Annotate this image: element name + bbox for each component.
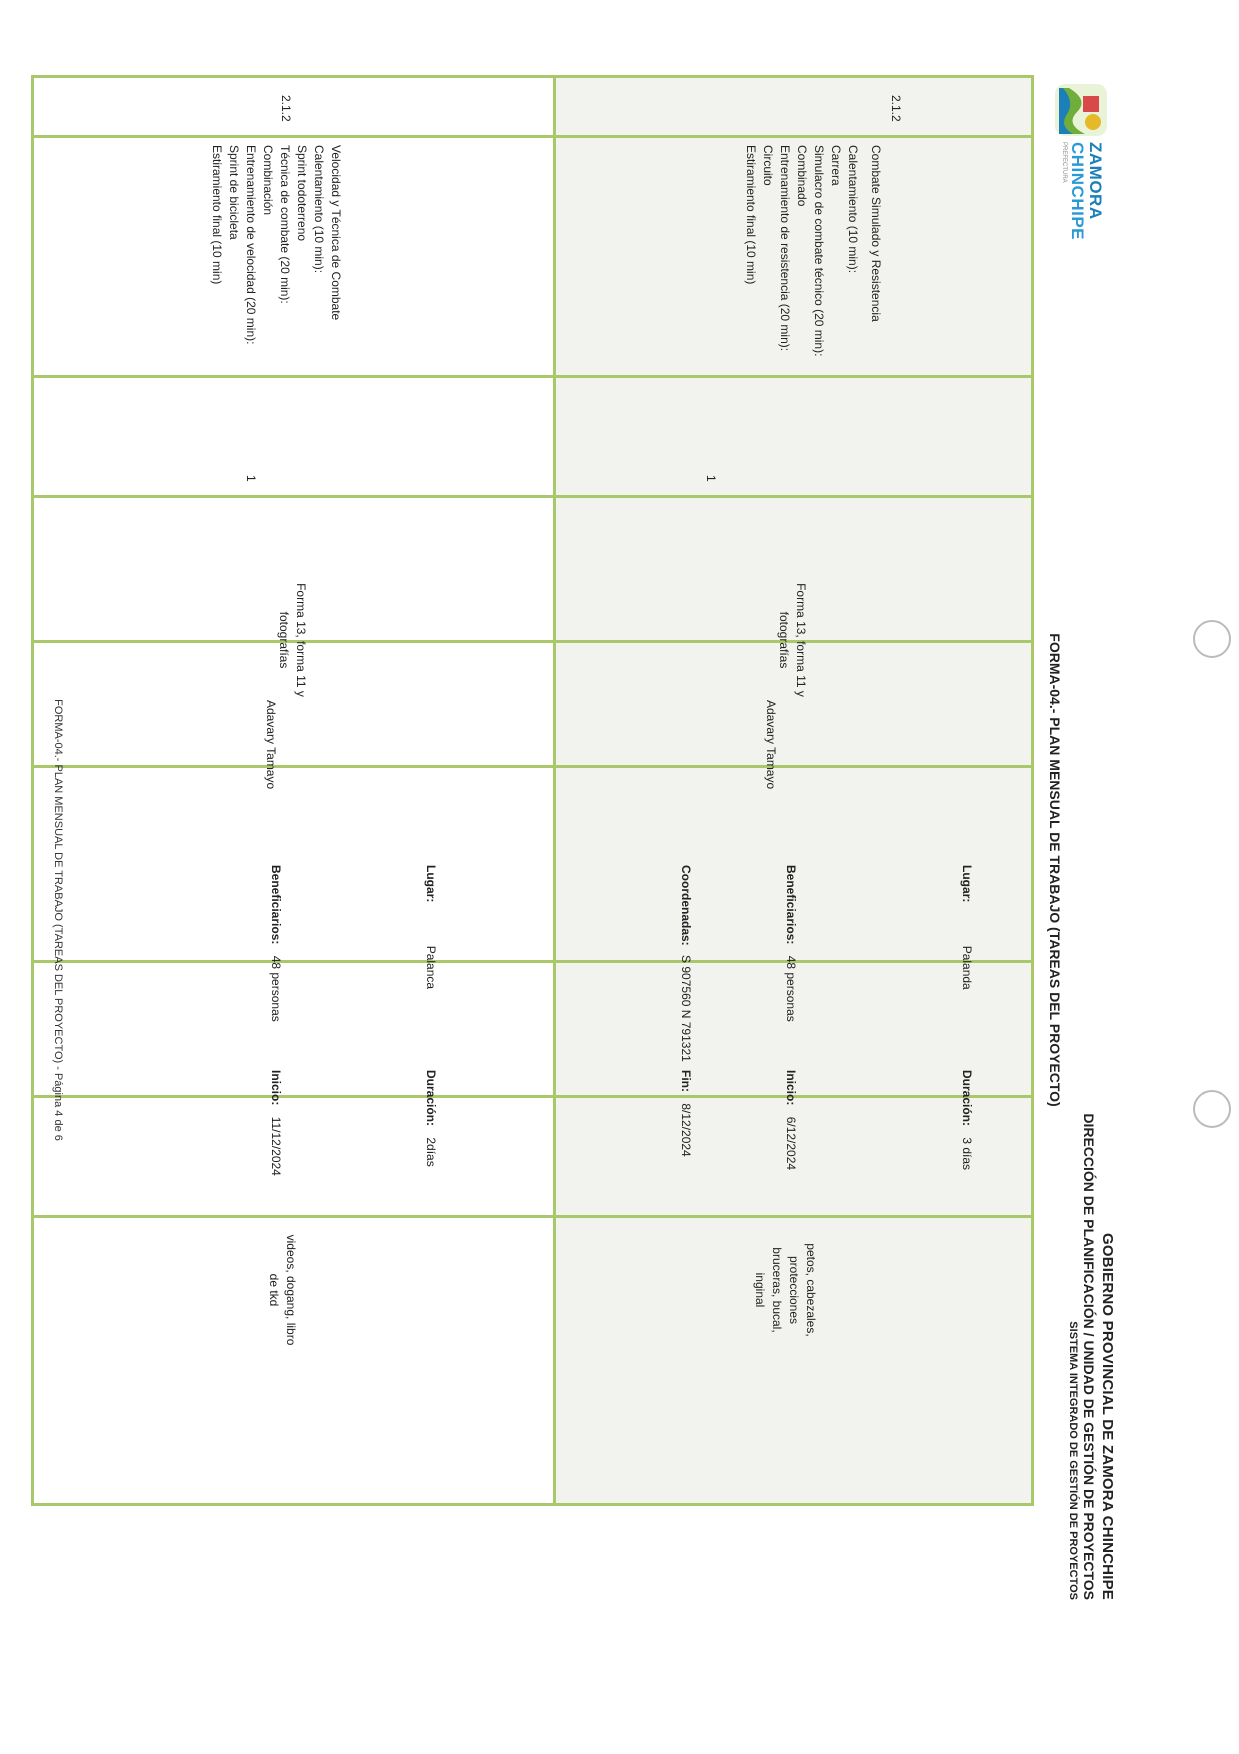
activity-line: Sprint de bicicleta (227, 145, 241, 240)
col-line (34, 75, 1034, 78)
lugar-label: Lugar: (424, 865, 438, 903)
task-code: 2.1.2 (279, 95, 293, 122)
beneficiarios-value: 48 personas (784, 955, 798, 1022)
lugar-value: Palanda (960, 945, 974, 990)
task-verification (775, 570, 809, 710)
fin-value: 8/12/2024 (679, 1103, 693, 1157)
form-title: FORMA-04.- PLAN MENSUAL DE TRABAJO (TAREAS DEL PROYECTO) (1047, 633, 1063, 1107)
punch-hole-icon (1193, 1090, 1231, 1128)
verification-line: Forma 13, forma 11 y (794, 583, 808, 697)
col-line (34, 1095, 1034, 1098)
location-block (422, 865, 439, 1065)
task-resources (265, 1225, 299, 1355)
resource-line: bruceras, bucal, (770, 1247, 784, 1333)
activity-line: Simulacro de combate técnico (20 min): (812, 145, 826, 357)
coordenadas-label: Coordenadas: (679, 865, 693, 946)
beneficiarios-value: 48 personas (269, 955, 283, 1022)
logo-word-zamora: ZAMORA (1086, 142, 1105, 220)
start-block (267, 1070, 284, 1210)
resource-line: inginal (753, 1272, 767, 1308)
page-footer: FORMA-04.- PLAN MENSUAL DE TRABAJO (TAREAS DEL PROYECTO) - Página 4 de 6 (52, 699, 64, 1141)
resource-line: de tkd (267, 1273, 281, 1307)
logo (1053, 82, 1109, 241)
task-activity (742, 145, 884, 375)
activity-line: Circuito (761, 145, 775, 186)
duration-block (958, 1070, 975, 1210)
task-responsible: Adavary Tamayo (264, 700, 278, 790)
activity-line: Calentamiento (10 min): (846, 145, 860, 274)
activity-line: Entrenamiento de resistencia (20 min): (778, 145, 792, 352)
beneficiarios-label: Beneficiarios: (269, 865, 283, 945)
header-directorate: DIRECCIÓN DE PLANIFICACIÓN / UNIDAD DE GESTIÓN DE PROYECTOS (1081, 1113, 1097, 1600)
inicio-label: Inicio: (784, 1070, 798, 1106)
activity-line: Combinación (261, 145, 275, 216)
task-resources (751, 1225, 819, 1355)
task-verification (275, 570, 309, 710)
verification-line: fotografías (777, 611, 791, 669)
col-line (34, 135, 1034, 138)
logo-subtitle: PREFECTURA (1061, 142, 1067, 183)
beneficiarios-label: Beneficiarios: (784, 865, 798, 945)
task-code: 2.1.2 (889, 95, 903, 122)
header-government: GOBIERNO PROVINCIAL DE ZAMORA CHINCHIPE (1099, 1233, 1116, 1600)
col-line (34, 495, 1034, 498)
punch-hole-icon (1193, 620, 1231, 658)
coordinates-block (677, 865, 694, 1105)
task-quantity: 1 (244, 475, 258, 482)
duracion-value: 3 días (960, 1137, 974, 1171)
resource-line: petos, cabezales, (804, 1243, 818, 1337)
col-line (34, 960, 1034, 963)
logo-word-chinchipe: CHINCHIPE (1068, 142, 1087, 241)
verification-line: fotografías (277, 611, 291, 669)
header-system: SISTEMA INTEGRADO DE GESTIÓN DE PROYECTOS (1067, 1321, 1079, 1600)
duration-block (422, 1070, 439, 1210)
verification-line: Forma 13, forma 11 y (294, 583, 308, 697)
activity-line: Combinado (795, 145, 809, 207)
resource-line: protecciones (787, 1255, 801, 1325)
activity-line: Técnica de combate (20 min): (278, 145, 292, 304)
start-block (782, 1070, 799, 1210)
inicio-label: Inicio: (269, 1070, 283, 1106)
col-line (34, 640, 1034, 643)
col-line (34, 375, 1034, 378)
activity-line: Estiramiento final (10 min) (210, 145, 224, 285)
duracion-label: Duración: (960, 1070, 974, 1127)
lugar-label: Lugar: (960, 865, 974, 903)
fin-label: Fin: (679, 1070, 693, 1092)
duracion-value: 2días (424, 1137, 438, 1167)
table-border-bottom (31, 75, 34, 1506)
col-line (34, 1215, 1034, 1218)
col-line (34, 765, 1034, 768)
beneficiaries-block (267, 865, 284, 1065)
activity-line: Velocidad y Técnica de Combate (329, 145, 343, 321)
activity-line: Sprint todoterreno (295, 145, 309, 242)
inicio-value: 6/12/2024 (784, 1116, 798, 1171)
end-block (677, 1070, 694, 1210)
activity-line: Entrenamiento de velocidad (20 min): (244, 145, 258, 345)
lugar-value: Palanca (424, 945, 438, 990)
task-responsible: Adavary Tamayo (764, 700, 778, 790)
duracion-label: Duración: (424, 1070, 438, 1127)
prefecture-emblem-icon (1053, 82, 1109, 138)
document-header (1067, 1060, 1116, 1600)
location-block (958, 865, 975, 1065)
task-quantity: 1 (704, 475, 718, 482)
activity-line: Combate Simulado y Resistencia (869, 145, 883, 322)
resource-line: videos, dogang, libro (284, 1234, 298, 1346)
activity-line: Carrera (829, 145, 843, 186)
inicio-value: 11/12/2024 (269, 1116, 283, 1176)
table-border-top (1031, 75, 1034, 1506)
activity-line: Estiramiento final (10 min) (744, 145, 758, 285)
coordenadas-value: S 907560 N 791321 (679, 955, 693, 1062)
activity-line: Calentamiento (10 min): (312, 145, 326, 274)
row-divider (553, 75, 556, 1506)
col-line (34, 1503, 1034, 1506)
task-activity (208, 145, 344, 375)
beneficiaries-block (782, 865, 799, 1065)
